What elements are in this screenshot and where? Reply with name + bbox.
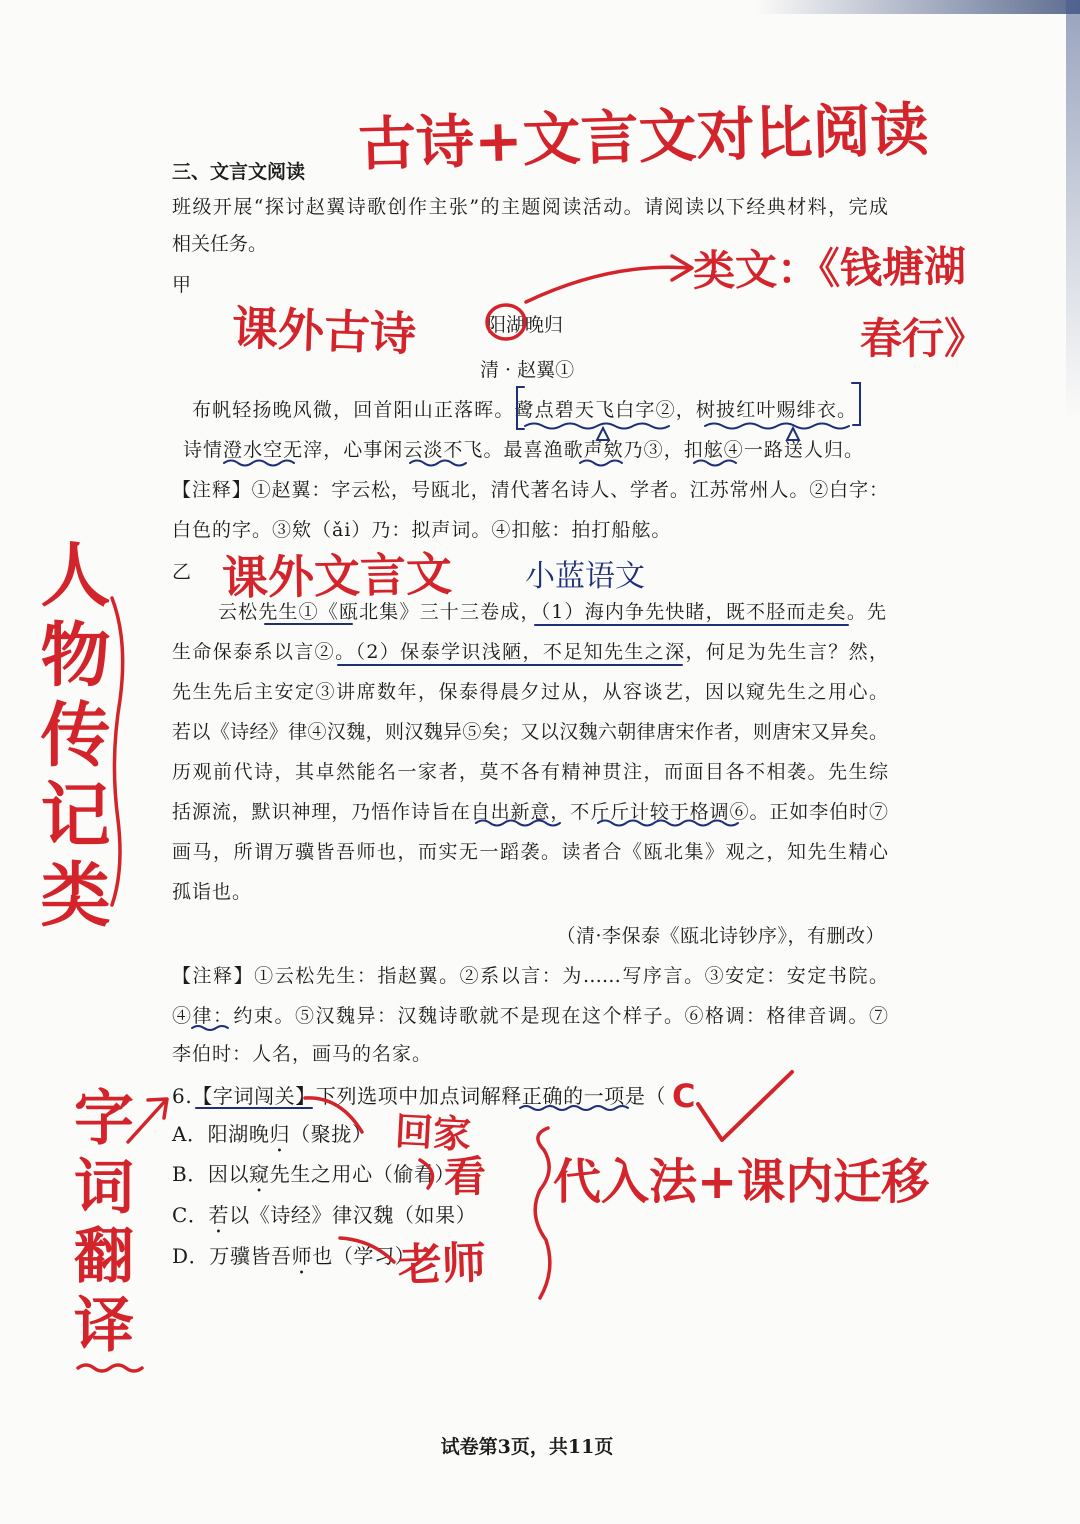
bracket-method (535, 1128, 550, 1298)
poem-author: 清 · 赵翼① (480, 359, 575, 381)
dotted-word: 窥 (249, 1162, 270, 1186)
section-title: 三、文言文阅读 (172, 161, 306, 183)
option-label: A． (172, 1122, 208, 1146)
wavy-underline (78, 1365, 142, 1371)
prose-notes-line-2: ④律：约束。⑤汉魏异：汉魏诗歌就不是现在这个样子。⑥格调：格律音调。⑦ (172, 1005, 888, 1027)
poem-title: 阳湖晚归 (487, 314, 564, 336)
handwritten-prose-type: 课外文言文 (221, 546, 453, 606)
option-gloss: 先生之用心（偷看） (269, 1162, 456, 1186)
intro-line-2: 相关任务。 (172, 233, 268, 255)
question-stem: 6.【字词闯关】下列选项中加点词解释正确的一项是（ (172, 1084, 667, 1108)
option-text: 万骥皆吾 (209, 1244, 292, 1268)
option-d (172, 1244, 415, 1279)
handwritten-answer: C (672, 1077, 696, 1115)
poem-line-2: 诗情澄水空无滓，心事闲云淡不飞。最喜渔歌声欸乃③，扣舷④一路送人归。 (183, 439, 863, 461)
option-c (172, 1203, 476, 1238)
handwritten-method: 代入法+课内迁移 (553, 1154, 930, 1210)
handwritten-correction-b: 看 (444, 1152, 487, 1201)
intro-line-1: 班级开展“探讨赵翼诗歌创作主张”的主题阅读活动。请阅读以下经典材料，完成 (172, 196, 888, 218)
photo-edge-right (1066, 0, 1080, 420)
part-b-label: 乙 (172, 561, 192, 583)
prose-line-7: 画马，所谓万骥皆吾师也，而实无一蹈袭。读者合《瓯北集》观之，知先生精心 (172, 841, 888, 863)
poem-notes-line-2: 白色的字。③欸（ǎi）乃：拟声词。④扣舷：拍打船舷。 (172, 519, 672, 541)
prose-line-3: 先生先后主安定③讲席数年，保泰得晨夕过从，从容谈艺，因以窥先生之用心。 (172, 681, 888, 703)
option-b (172, 1162, 455, 1197)
photo-edge-top (0, 0, 1080, 14)
dotted-word: 若 (208, 1203, 230, 1227)
arrow-head (148, 1099, 167, 1118)
dotted-word: 归 (269, 1122, 291, 1146)
part-a-label: 甲 (172, 274, 192, 296)
handwritten-signature: 小蓝语文 (525, 559, 645, 594)
arrow-head (672, 256, 692, 280)
handwritten-correction-a: 回家 (393, 1109, 473, 1157)
handwritten-genre: 人物传记类 (29, 538, 111, 938)
prose-line-5: 历观前代诗，其卓然能名一家者，莫不各有精神贯注，而面目各不相袭。先生综 (172, 761, 888, 783)
wavy-underline (525, 424, 669, 429)
option-gloss: （聚拢） (290, 1122, 373, 1146)
option-label: D． (172, 1244, 210, 1268)
handwritten-poem-type: 课外古诗 (231, 300, 417, 362)
option-text: 因以 (207, 1162, 250, 1186)
dotted-word: 师 (291, 1244, 313, 1268)
prose-notes-line-1: 【注释】①云松先生：指赵翼。②系以言：为……写序言。③安定：安定书院。 (172, 965, 888, 987)
prose-line-1: 云松先生①《瓯北集》三十三卷成，（1）海内争先快睹，既不胫而走矣。先 (218, 601, 886, 623)
option-label: B． (172, 1162, 208, 1186)
prose-notes-line-3: 李伯时：人名，画马的名家。 (172, 1043, 433, 1065)
prose-line-6: 括源流，默识神理，乃悟作诗旨在自出新意，不斤斤计较于格调⑥。正如李伯时⑦ (172, 801, 888, 823)
bracket-genre (112, 598, 123, 905)
wavy-underline (705, 424, 849, 429)
poem-line-1: 布帆轻扬晚风微，回首阳山正落晖。鹭点碧天飞白字②，树披红叶赐绯衣。 (192, 399, 856, 421)
handwritten-skill: 字词翻译 (64, 1086, 134, 1362)
option-text: 阳湖晚 (207, 1122, 270, 1146)
option-a (172, 1122, 372, 1157)
handwritten-similar-text-1: 类文：《钱塘湖 (692, 241, 967, 296)
prose-line-8: 孤诣也。 (172, 881, 253, 903)
poem-notes-line-1: 【注释】①赵翼：字云松，号瓯北，清代著名诗人、学者。江苏常州人。②白字： (172, 479, 888, 501)
handwritten-correction-d: 老师 (397, 1237, 487, 1292)
arrow-line (526, 267, 690, 302)
handwritten-heading: 古诗+文言文对比阅读 (357, 95, 930, 179)
prose-line-2: 生命保泰系以言②。（2）保泰学识浅陋，不足知先生之深，何足为先生言？然， (172, 641, 888, 663)
prose-source: （清·李保泰《瓯北诗钞序》，有删改） (556, 925, 885, 947)
option-gloss: 也（学习） (312, 1244, 416, 1268)
option-label: C． (172, 1203, 209, 1227)
page-footer: 试卷第3页，共11页 (440, 1436, 614, 1458)
option-gloss: 以《诗经》律汉魏（如果） (229, 1203, 477, 1227)
prose-line-4: 若以《诗经》律④汉魏，则汉魏异⑤矣；又以汉魏六朝律唐宋作者，则唐宋又异矣。 (172, 721, 888, 743)
handwritten-similar-text-2: 春行》 (860, 314, 987, 363)
checkmark (698, 1072, 792, 1140)
